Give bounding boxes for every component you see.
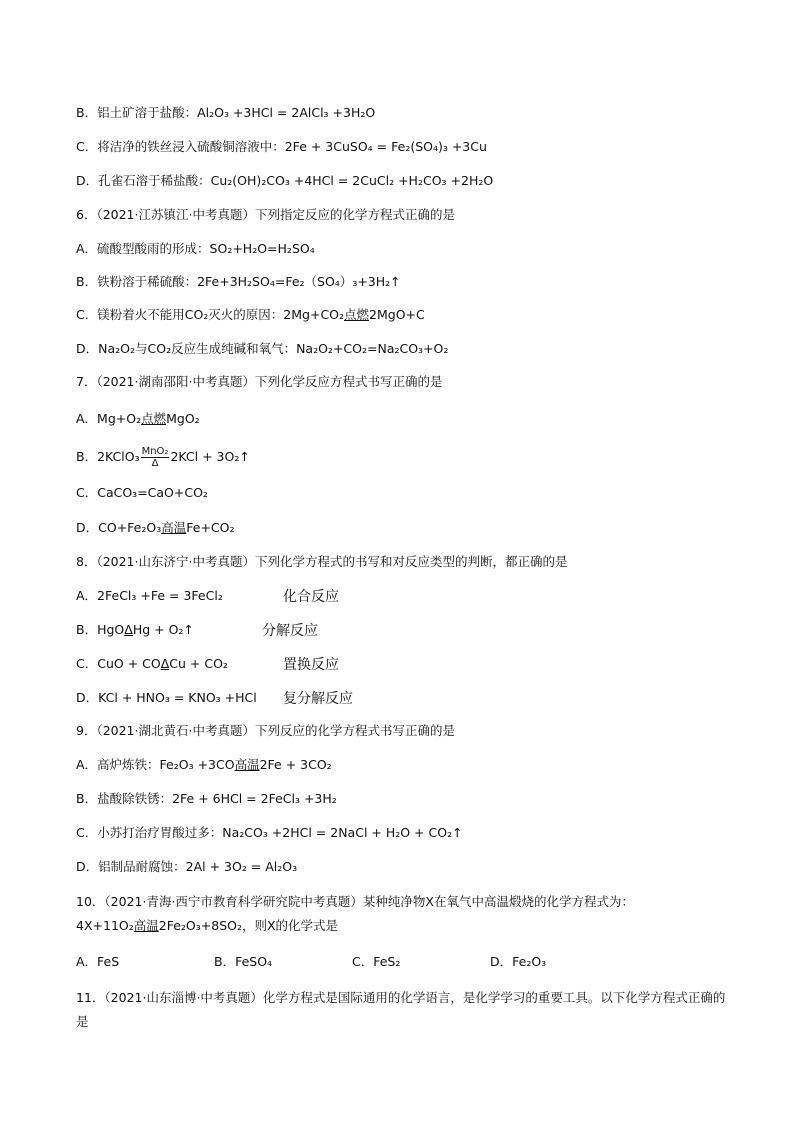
condition-label: Δ — [124, 622, 133, 637]
equation-right: 2KCl + 3O₂↑ — [170, 449, 250, 464]
condition-label: 高温 — [133, 918, 159, 933]
q11-stem: 11．（2021·山东淄博·中考真题）化学方程式是国际通用的化学语言，是化学学习的重要工具。以下化学方程式正确的是 — [76, 990, 726, 1029]
equation-left: C．CuO + CO — [76, 656, 161, 671]
condition-label: Δ — [160, 656, 170, 671]
q10-option-b: B．FeSO₄ — [214, 954, 273, 969]
equation-left: D．CO+Fe₂O₃ — [76, 520, 162, 535]
condition-label: 点燃 — [344, 307, 370, 322]
catalyst-label: MnO₂ — [141, 446, 169, 457]
equation-right: Cu + CO₂ — [169, 656, 228, 671]
q8-option-d: D．KCl + HNO₃ = KNO₃ +HCl — [76, 690, 257, 705]
q10-option-d: D．Fe₂O₃ — [490, 954, 547, 969]
q8-type-c: 置换反应 — [283, 657, 339, 673]
q6-option-a: A．硫酸型酸雨的形成：SO₂+H₂O=H₂SO₄ — [76, 241, 315, 256]
q9-option-d: D．铝制品耐腐蚀：2Al + 3O₂ = Al₂O₃ — [76, 859, 298, 874]
q7-option-a — [76, 410, 200, 428]
q9-stem: 9．（2021·湖北黄石·中考真题）下列反应的化学方程式书写正确的是 — [76, 723, 455, 738]
equation-left: A．Mg+O₂ — [76, 411, 142, 426]
q10-option-c: C．FeS₂ — [352, 954, 401, 969]
q7-option-c: C．CaCO₃=CaO+CO₂ — [76, 485, 208, 500]
condition-label: 高温 — [234, 757, 260, 772]
condition-label: 点燃 — [141, 411, 167, 426]
q9-option-c: C．小苏打治疗胃酸过多：Na₂CO₃ +2HCl = 2NaCl + H₂O + CO₂↑ — [76, 825, 463, 840]
heat-label: Δ — [151, 458, 159, 469]
equation-left: B．HgO — [76, 622, 125, 637]
q8-type-d: 复分解反应 — [283, 691, 353, 707]
q10-equation — [76, 917, 338, 935]
q9-option-a — [76, 756, 332, 774]
equation-left: 4X+11O₂ — [76, 918, 134, 933]
equation-right: 2MgO+C — [369, 307, 425, 322]
q5-option-c: C．将洁净的铁丝浸入硫酸铜溶液中：2Fe + 3CuSO₄ = Fe₂(SO₄)₃ +3Cu — [76, 139, 487, 154]
q5-option-d: D．孔雀石溶于稀盐酸：Cu₂(OH)₂CO₃ +4HCl = 2CuCl₂ +H₂CO₃ +2H₂O — [76, 173, 494, 188]
q9-option-b: B．盐酸除铁锈：2Fe + 6HCl = 2FeCl₃ +3H₂ — [76, 791, 337, 806]
q5-option-b: B．铝土矿溶于盐酸：Al₂O₃ +3HCl = 2AlCl₃ +3H₂O — [76, 105, 376, 120]
q10-option-a: A．FeS — [76, 954, 120, 969]
q6-option-b: B．铁粉溶于稀硫酸：2Fe+3H₂SO₄=Fe₂（SO₄）₃+3H₂↑ — [76, 274, 401, 289]
q10-stem: 10．（2021·青海·西宁市教育科学研究院中考真题）某种纯净物X在氧气中高温煅烧的化学方程式为： — [76, 894, 634, 909]
q8-option-a: A．2FeCl₃ +Fe = 3FeCl₂ — [76, 588, 223, 603]
q6-option-c — [76, 306, 425, 324]
equation-right: 2Fe + 3CO₂ — [259, 757, 332, 772]
q8-option-b — [76, 621, 194, 639]
equation-right: 2Fe₂O₃+8SO₂，则X的化学式是 — [158, 918, 339, 933]
q7-option-b — [76, 446, 250, 469]
equation-right: MgO₂ — [166, 411, 200, 426]
q10-options — [0, 953, 794, 971]
q8-stem: 8．（2021·山东济宁·中考真题）下列化学方程式的书写和对反应类型的判断，都正确的是 — [76, 554, 568, 569]
equation-right: Fe+CO₂ — [186, 520, 235, 535]
equation-left: C．镁粉着火不能用CO₂灭火的原因：2Mg+CO₂ — [76, 307, 345, 322]
q7-stem: 7．（2021·湖南邵阳·中考真题）下列化学反应方程式书写正确的是 — [76, 374, 443, 389]
q8-type-b: 分解反应 — [262, 623, 318, 639]
reaction-condition — [141, 446, 170, 469]
q8-option-c — [76, 655, 228, 673]
equation-left: B．2KClO₃ — [76, 449, 140, 464]
q7-option-d — [76, 519, 235, 537]
q8-type-a: 化合反应 — [283, 589, 339, 605]
q6-option-d: D．Na₂O₂与CO₂反应生成纯碱和氧气：Na₂O₂+CO₂=Na₂CO₃+O₂ — [76, 341, 449, 356]
q6-stem: 6．（2021·江苏镇江·中考真题）下列指定反应的化学方程式正确的是 — [76, 207, 455, 222]
equation-right: Hg + O₂↑ — [132, 622, 194, 637]
equation-left: A．高炉炼铁：Fe₂O₃ +3CO — [76, 757, 235, 772]
condition-label: 高温 — [161, 520, 187, 535]
